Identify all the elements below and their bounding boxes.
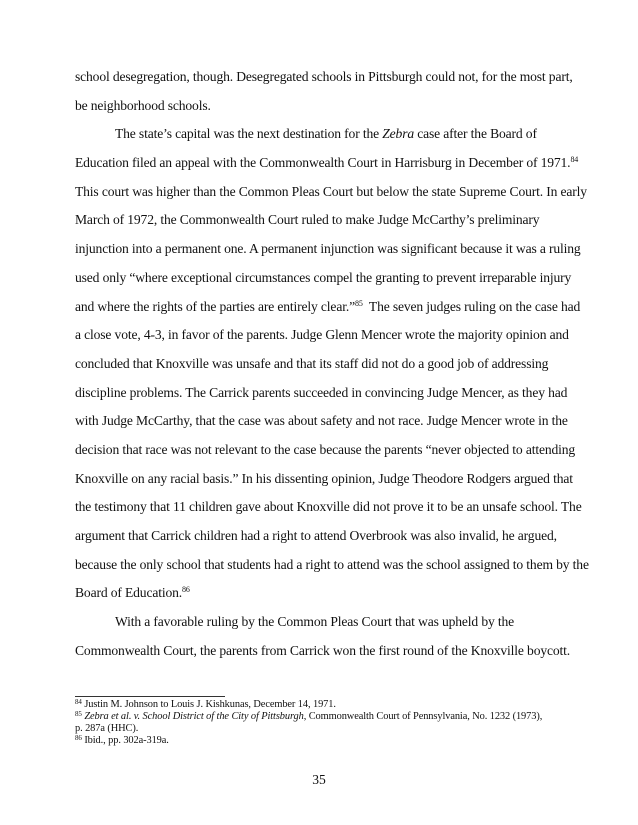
footnote-text: Ibid., pp. 302a-319a. bbox=[84, 735, 169, 746]
text-line: argument that Carrick children had a right to attend Overbrook was also invalid, he argued, bbox=[75, 528, 557, 543]
text-line bbox=[75, 579, 567, 608]
text-line: used only “where exceptional circumstances compel the granting to prevent irreparable injury bbox=[75, 269, 572, 285]
text-run: Education filed an appeal with the Commonwealth Court in Harrisburg in December of 1971. bbox=[75, 155, 571, 171]
text-run: The state’s capital was the next destination for the bbox=[115, 126, 383, 142]
text-line: concluded that Knoxville was unsafe and that its staff did not do a good job of addressing bbox=[75, 355, 549, 371]
text-run: The seven judges ruling on the case had bbox=[362, 298, 581, 314]
text-line: school desegregation, though. Desegregated schools in Pittsburgh could not, for the most part, bbox=[75, 69, 573, 84]
text-line bbox=[75, 120, 567, 149]
text-line: discipline problems. The Carrick parents succeeded in convincing Judge Mencer, as they had bbox=[75, 384, 568, 400]
text-line: Knoxville on any racial basis.” In his dissenting opinion, Judge Theodore Rodgers argued that bbox=[75, 470, 573, 486]
page-number: 35 bbox=[312, 772, 326, 787]
footnote-ref-86[interactable]: 86 bbox=[182, 585, 190, 595]
text-line: With a favorable ruling by the Common Pleas Court that was upheld by the bbox=[115, 614, 515, 630]
footnote-85-continuation: p. 287a (HHC). bbox=[75, 723, 139, 734]
text-run: Board of Education. bbox=[75, 585, 183, 601]
footnotes bbox=[75, 699, 567, 747]
footnote-separator bbox=[75, 696, 225, 697]
footnote-number: 84 bbox=[75, 698, 82, 706]
text-run: and where the rights of the parties are entirely clear.” bbox=[75, 298, 355, 314]
text-line: the testimony that 11 children gave about Knoxville did not prove it to be an unsafe school. The bbox=[75, 499, 582, 515]
text-line: with Judge McCarthy, that the case was about safety and not race. Judge Mencer wrote in the bbox=[75, 413, 568, 429]
footnote-84 bbox=[75, 699, 567, 711]
paragraph-2 bbox=[75, 120, 589, 608]
text-line: Commonwealth Court, the parents from Carrick won the first round of the Knoxville boycott. bbox=[75, 642, 571, 658]
text-line: because the only school that students had a right to attend was the school assigned to them by the bbox=[75, 556, 589, 572]
text-line bbox=[75, 293, 581, 322]
footnote-number: 86 bbox=[75, 734, 82, 742]
footnote-85 bbox=[75, 711, 567, 723]
text-line: a close vote, 4-3, in favor of the parents. Judge Glenn Mencer wrote the majority opinion and bbox=[75, 327, 569, 343]
footnote-case-name-italic: Zebra et al. v. School District of the City of Pittsburgh bbox=[84, 711, 304, 722]
text-line: decision that race was not relevant to the case because the parents “never objected to attending bbox=[75, 441, 576, 457]
paragraph-3 bbox=[75, 608, 571, 665]
text-line: be neighborhood schools. bbox=[75, 97, 211, 113]
text-line: This court was higher than the Common Pleas Court but below the state Supreme Court. In early bbox=[75, 183, 587, 199]
text-line bbox=[75, 149, 579, 178]
paragraph-1 bbox=[75, 63, 573, 120]
footnote-ref-84[interactable]: 84 bbox=[570, 155, 579, 165]
case-name-italic: Zebra bbox=[382, 126, 414, 142]
footnote-text: Justin M. Johnson to Louis J. Kishkunas, December 14, 1971. bbox=[84, 699, 336, 710]
footnote-ref-85[interactable]: 85 bbox=[354, 298, 363, 308]
text-line: March of 1972, the Commonwealth Court ruled to make Judge McCarthy’s preliminary bbox=[75, 212, 540, 228]
footnote-86 bbox=[75, 735, 567, 747]
text-run: case after the Board of bbox=[413, 126, 537, 142]
text-line: injunction into a permanent one. A permanent injunction was significant because it was a ruling bbox=[75, 241, 581, 257]
footnote-number: 85 bbox=[75, 710, 82, 718]
document-body bbox=[75, 63, 589, 665]
footnote-text: , Commonwealth Court of Pennsylvania, No. 1232 (1973), bbox=[303, 711, 543, 722]
